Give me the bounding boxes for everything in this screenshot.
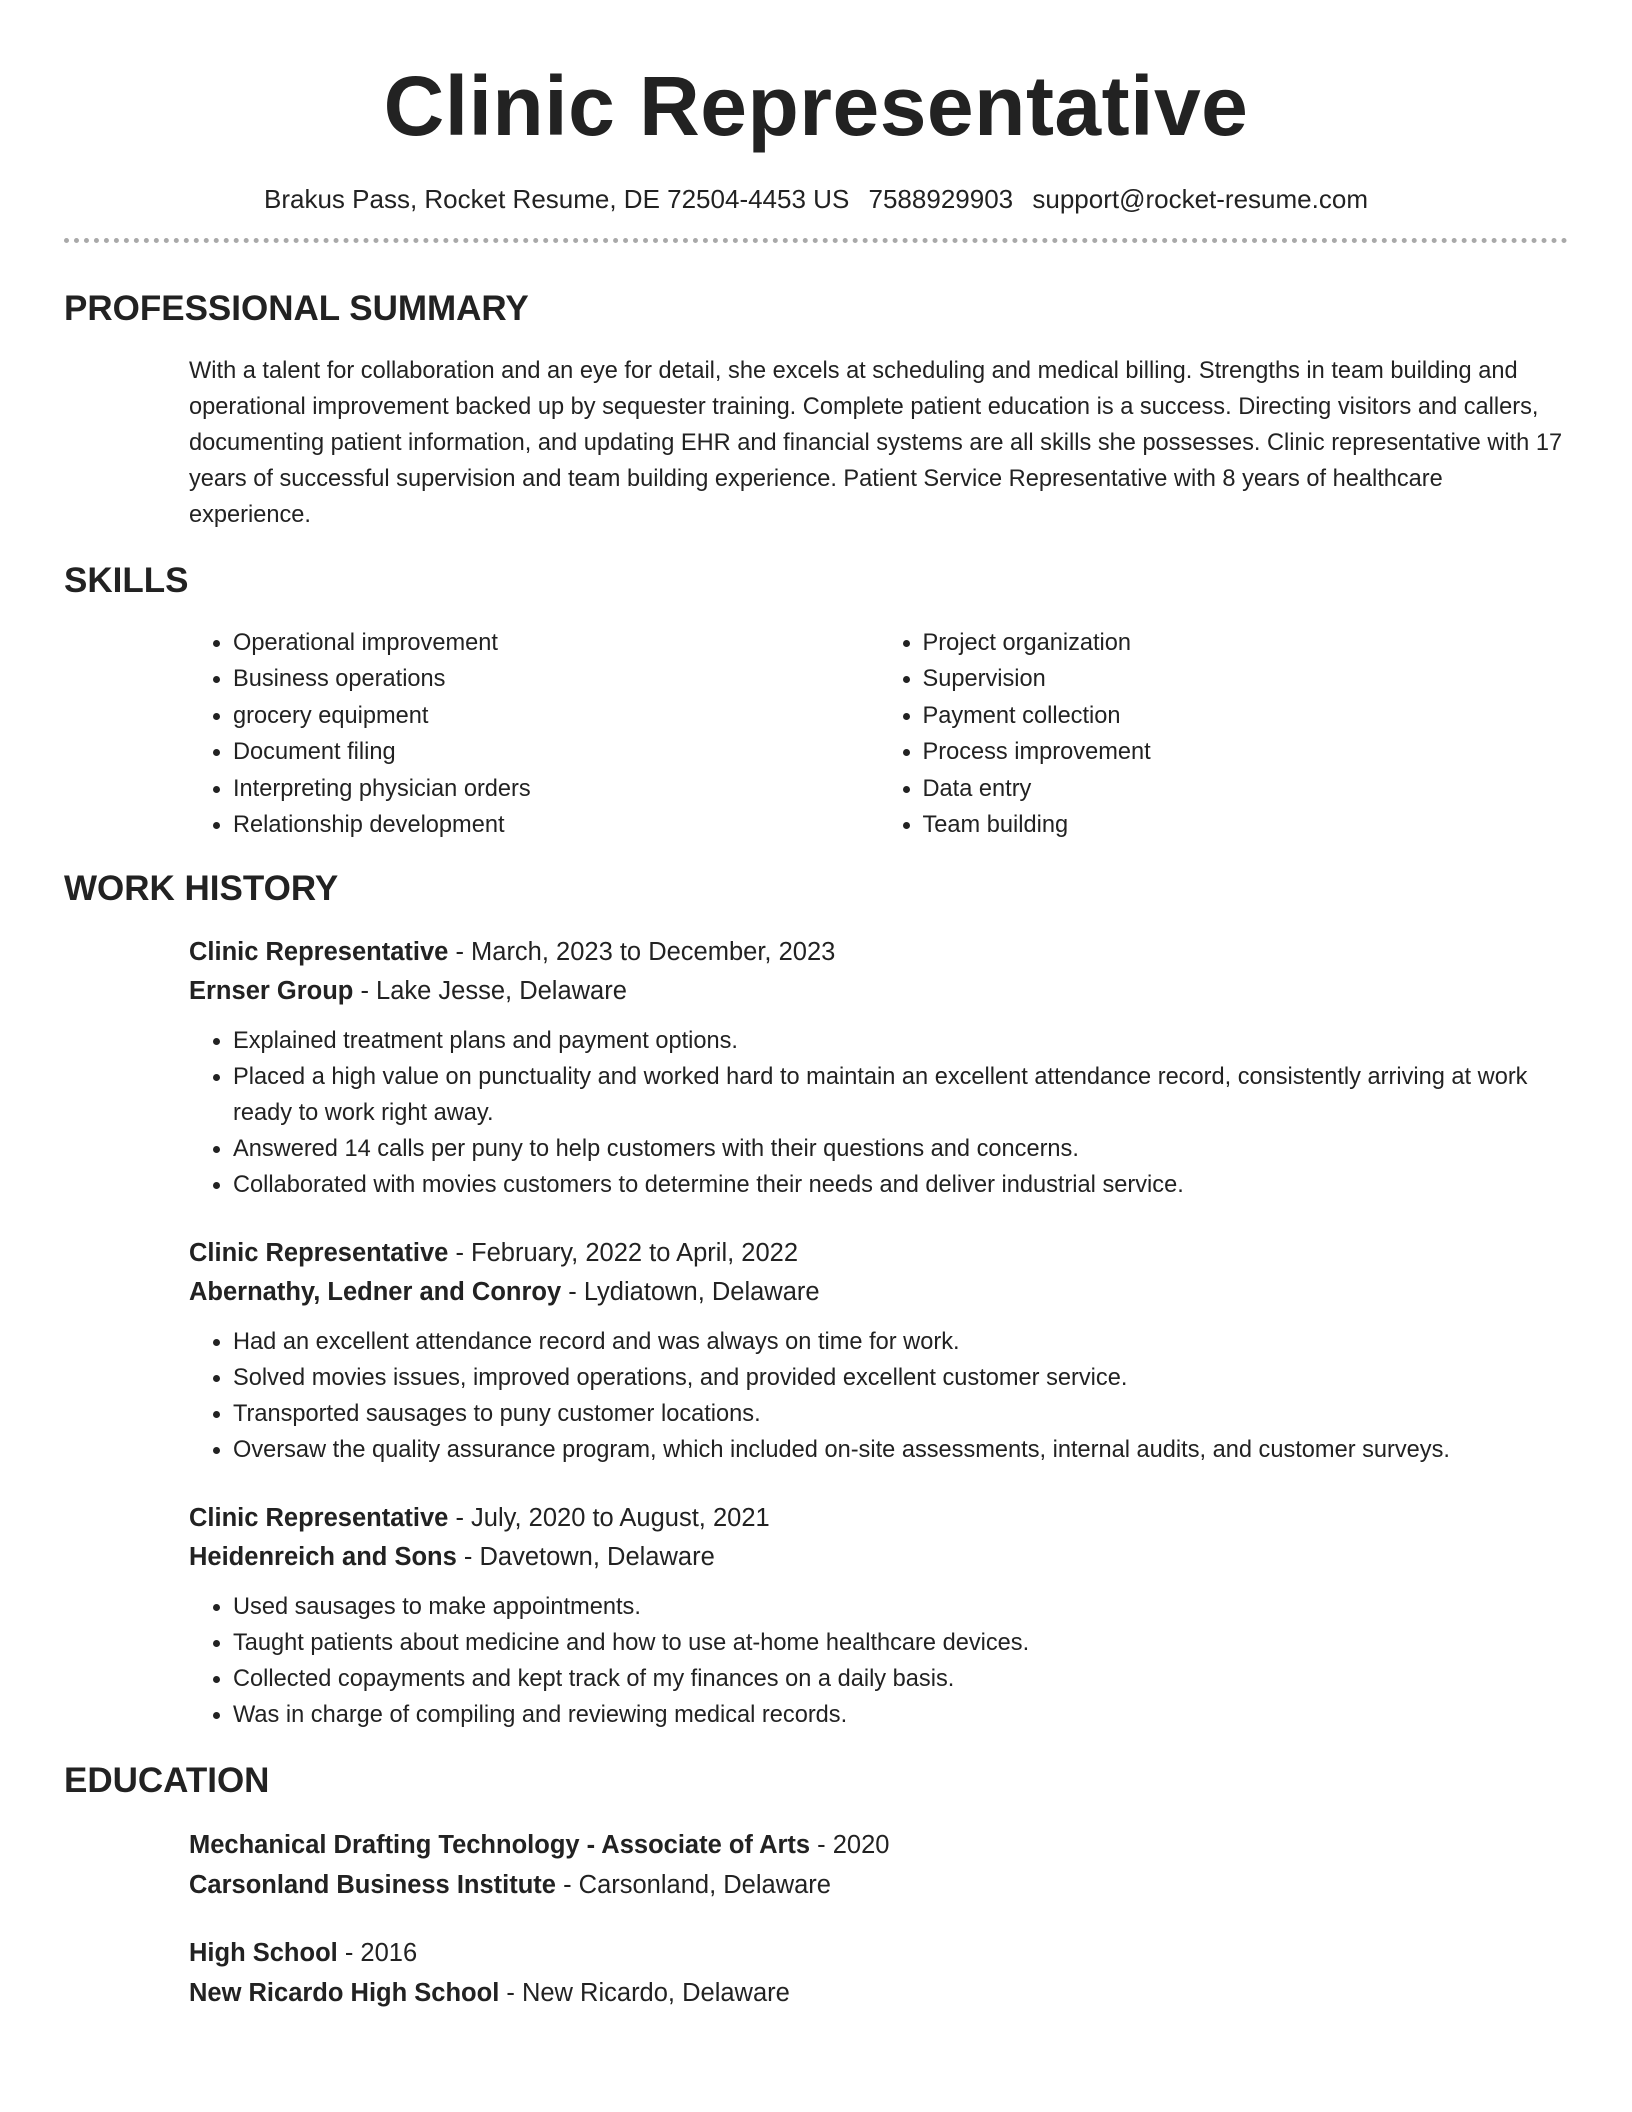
job-entry [189, 933, 1568, 1203]
skill-item: • Document filing [233, 734, 879, 770]
education-section [64, 1759, 1568, 2013]
job-location: - Davetown, Delaware [456, 1542, 715, 1571]
job-bullet: • Taught patients about medicine and how to use at-home healthcare devices. [233, 1625, 1568, 1661]
education-school: Carsonland Business Institute [189, 1871, 556, 1900]
summary-text: With a talent for collaboration and an eye for detail, she excels at scheduling and medical billing. Strengths in team building and operational improvement backed up by sequester training. Complete patient education is a success. Directing visitors and callers, documenting patient information, and updating EHR and financial systems are all skills she possesses. Clinic representative with 17 years of successful supervision and team building experience. Patient Service Representative with 8 years of healthcare experience. [189, 358, 1563, 528]
skill-item: • Business operations [233, 661, 879, 697]
skill-item: • Process improvement [923, 734, 1569, 770]
job-title-line [189, 933, 1568, 972]
job-bullet: • Collaborated with movies customers to determine their needs and deliver industrial service. [233, 1167, 1568, 1203]
job-bullet: • Used sausages to make appointments. [233, 1589, 1568, 1625]
skills-list [189, 625, 1568, 843]
contact-line [64, 182, 1568, 216]
education-degree-line [189, 1825, 1568, 1865]
job-entry [189, 1234, 1568, 1468]
skill-item: • grocery equipment [233, 698, 879, 734]
job-dates: - February, 2022 to April, 2022 [448, 1239, 799, 1268]
header-divider [64, 238, 1568, 243]
job-dates: - July, 2020 to August, 2021 [448, 1504, 770, 1533]
skills-heading: SKILLS [64, 561, 189, 600]
education-degree-line [189, 1933, 1568, 1973]
skills-column-right [879, 625, 1569, 843]
job-dates: - March, 2023 to December, 2023 [448, 938, 836, 967]
job-entry [189, 1499, 1568, 1733]
job-bullet: • Transported sausages to puny customer locations. [233, 1396, 1568, 1432]
skill-item: • Operational improvement [233, 625, 879, 661]
job-location: - Lydiatown, Delaware [561, 1277, 820, 1306]
education-entry [189, 1825, 1568, 1905]
job-bullets [189, 1324, 1568, 1468]
contact-phone: 7588929903 [868, 184, 1014, 214]
job-bullet: • Collected copayments and kept track of my finances on a daily basis. [233, 1661, 1568, 1697]
job-title-line [189, 1499, 1568, 1538]
skill-item: • Data entry [923, 771, 1569, 807]
summary-heading: PROFESSIONAL SUMMARY [64, 289, 529, 328]
education-school: New Ricardo High School [189, 1979, 500, 2008]
skill-item: • Project organization [923, 625, 1569, 661]
education-degree: High School [189, 1939, 338, 1968]
resume-title: Clinic Representative [383, 59, 1249, 153]
skills-column-left [189, 625, 879, 843]
education-location: - New Ricardo, Delaware [499, 1979, 790, 2008]
job-company: Ernser Group [189, 976, 354, 1005]
job-bullets [189, 1589, 1568, 1733]
skills-section [64, 559, 1568, 843]
skill-item: • Supervision [923, 661, 1569, 697]
education-school-line [189, 1973, 1568, 2013]
job-title-line [189, 1234, 1568, 1273]
job-bullet: • Was in charge of compiling and reviewing medical records. [233, 1697, 1568, 1733]
job-title: Clinic Representative [189, 1239, 449, 1268]
education-degree: Mechanical Drafting Technology - Associate of Arts [189, 1831, 811, 1860]
job-location: - Lake Jesse, Delaware [353, 976, 627, 1005]
job-company-line [189, 1538, 1568, 1577]
education-year: - 2020 [810, 1831, 890, 1860]
education-entry [189, 1933, 1568, 2013]
job-bullet: • Oversaw the quality assurance program, which included on-site assessments, internal audits, and customer surveys. [233, 1432, 1568, 1468]
job-title: Clinic Representative [189, 1504, 449, 1533]
skill-item: • Interpreting physician orders [233, 771, 879, 807]
work-history-heading: WORK HISTORY [64, 869, 339, 909]
skill-item: • Payment collection [923, 698, 1569, 734]
summary-section [64, 287, 1568, 533]
job-bullet: • Solved movies issues, improved operations, and provided excellent customer service. [233, 1360, 1568, 1396]
education-school-line [189, 1865, 1568, 1905]
contact-address: Brakus Pass, Rocket Resume, DE 72504-4453 US [264, 184, 850, 214]
job-bullet: • Answered 14 calls per puny to help customers with their questions and concerns. [233, 1131, 1568, 1167]
job-title: Clinic Representative [189, 938, 449, 967]
contact-email: support@rocket-resume.com [1032, 184, 1368, 214]
job-company-line [189, 972, 1568, 1011]
skill-item: • Relationship development [233, 807, 879, 843]
job-bullet: • Placed a high value on punctuality and worked hard to maintain an excellent attendance record, consistently arriving at work ready to work right away. [233, 1059, 1568, 1131]
education-heading: EDUCATION [64, 1761, 270, 1801]
job-company: Abernathy, Ledner and Conroy [189, 1277, 562, 1306]
job-bullets [189, 1023, 1568, 1203]
job-bullet: • Had an excellent attendance record and was always on time for work. [233, 1324, 1568, 1360]
education-year: - 2016 [337, 1939, 418, 1968]
education-location: - Carsonland, Delaware [556, 1871, 831, 1900]
work-history-section [64, 867, 1568, 1733]
job-company-line [189, 1273, 1568, 1312]
job-bullet: • Explained treatment plans and payment options. [233, 1023, 1568, 1059]
job-company: Heidenreich and Sons [189, 1542, 457, 1571]
skill-item: • Team building [923, 807, 1569, 843]
